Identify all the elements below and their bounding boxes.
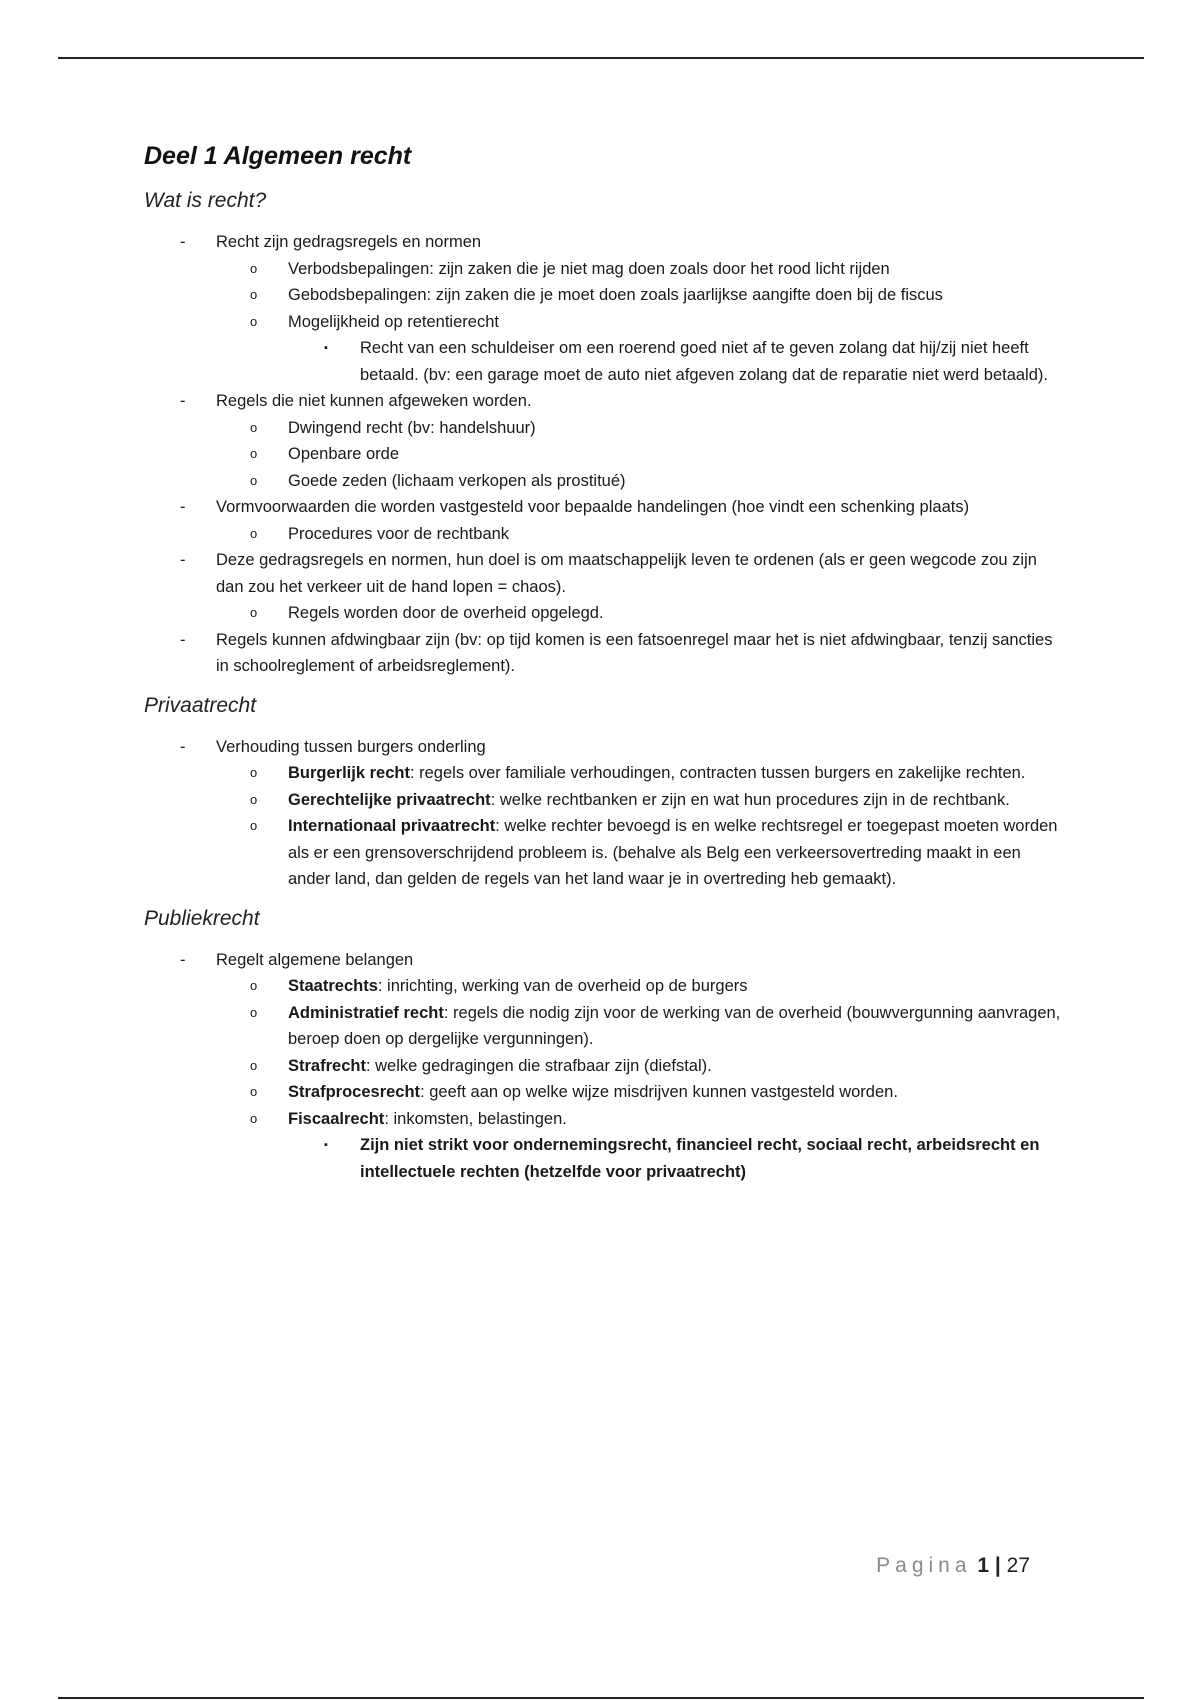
circle-bullet-icon: o <box>250 765 258 780</box>
list-item <box>216 256 1064 283</box>
list-item <box>216 1000 1064 1053</box>
section-heading-publiekrecht: Publiekrecht <box>144 906 260 930</box>
list-item <box>216 1106 1064 1186</box>
list-item-text: Recht van een schuldeiser om een roerend goed niet af te geven zolang dat hij/zij niet heeft betaald. (bv: een garage moet de auto niet afgeven zolang dat de reparatie niet werd betaald). <box>360 339 1048 384</box>
term-fiscaalrecht: Fiscaalrecht <box>288 1109 385 1128</box>
circle-bullet-icon: o <box>250 605 258 620</box>
list-item <box>216 521 1064 548</box>
section-heading-wat-is-recht: Wat is recht? <box>144 189 267 212</box>
document-body <box>144 142 1064 1185</box>
footer-separator: | <box>994 1554 1001 1577</box>
list-item-text: Gebodsbepalingen: zijn zaken die je moet doen zoals jaarlijkse aangifte doen bij de fiscus <box>288 286 943 304</box>
term-burgerlijk-recht: Burgerlijk recht <box>288 764 410 782</box>
dash-bullet-icon: - <box>180 498 186 516</box>
circle-bullet-icon: o <box>250 1004 258 1020</box>
circle-bullet-icon: o <box>250 978 258 993</box>
list-item <box>144 547 1064 627</box>
list-item <box>144 627 1064 680</box>
definition-text: : welke rechtbanken er zijn en wat hun procedures zijn in de rechtbank. <box>490 790 1010 809</box>
list-item <box>216 600 1064 627</box>
definition-text: : welke rechter bevoegd is en welke rechtsregel er toegepast moeten worden als er een grensoverschrijdend probleem is. (behalve als Belg een verkeersovertreding maakt in een ander land, dan gelden de regels van het land waar je in overtreding heb gemaakt). <box>288 817 1058 888</box>
dash-bullet-icon: - <box>180 233 186 251</box>
list-item-text: Regels worden door de overheid opgelegd. <box>288 604 604 622</box>
list-item <box>216 282 1064 309</box>
circle-bullet-icon: o <box>250 313 258 329</box>
list-item-text: Mogelijkheid op retentierecht <box>288 312 499 331</box>
list-item <box>144 494 1064 547</box>
list-item-text: Recht zijn gedragsregels en normen <box>216 233 482 251</box>
definition-text: : welke gedragingen die strafbaar zijn (diefstal). <box>365 1056 712 1075</box>
page-footer <box>876 1554 1030 1578</box>
list-item <box>216 468 1064 495</box>
circle-bullet-icon: o <box>250 1057 258 1073</box>
list-item <box>144 734 1064 893</box>
footer-page-number: 1 <box>977 1554 990 1577</box>
list-item <box>288 1132 1064 1185</box>
definition-text: : regels over familiale verhoudingen, contracten tussen burgers en zakelijke rechten. <box>409 764 1026 782</box>
square-bullet-icon: ▪ <box>324 342 328 354</box>
circle-bullet-icon: o <box>250 287 258 302</box>
list-item-text: Goede zeden (lichaam verkopen als prostitué) <box>288 471 626 490</box>
dash-bullet-icon: - <box>180 950 186 969</box>
list-item-text: Regels die niet kunnen afgeweken worden. <box>216 392 532 410</box>
list-item <box>144 388 1064 494</box>
list-item-text: Vormvoorwaarden die worden vastgesteld voor bepaalde handelingen (hoe vindt een schenking plaats) <box>216 498 970 516</box>
list-item-text: Verbodsbepalingen: zijn zaken die je niet mag doen zoals door het rood licht rijden <box>288 259 890 278</box>
list-item-text: Dwingend recht (bv: handelshuur) <box>288 418 536 437</box>
dash-bullet-icon: - <box>180 630 186 649</box>
term-administratief-recht: Administratief recht <box>288 1003 444 1022</box>
definition-text: : regels die nodig zijn voor de werking van de overheid (bouwvergunning aanvragen, beroep doen op dergelijke vergunningen). <box>288 1003 1061 1048</box>
list-item <box>216 760 1064 787</box>
circle-bullet-icon: o <box>250 818 258 833</box>
definition-text: : inkomsten, belastingen. <box>384 1109 567 1128</box>
list-item <box>216 813 1064 893</box>
list-item <box>216 309 1064 389</box>
list-item <box>216 973 1064 1000</box>
circle-bullet-icon: o <box>250 1084 258 1099</box>
circle-bullet-icon: o <box>250 1110 258 1126</box>
footer-rule <box>58 1697 1144 1699</box>
list-wat-is-recht <box>144 229 1064 680</box>
square-bullet-icon: ▪ <box>324 1139 328 1151</box>
list-publiekrecht <box>144 947 1064 1186</box>
section-heading-privaatrecht: Privaatrecht <box>144 693 257 717</box>
term-internationaal-privaatrecht: Internationaal privaatrecht <box>288 817 496 835</box>
list-item-text: Deze gedragsregels en normen, hun doel is om maatschappelijk leven te ordenen (als er geen wegcode zou zijn dan zou het verkeer uit de hand lopen = chaos). <box>216 551 1037 596</box>
list-item <box>216 1053 1064 1080</box>
term-gerechtelijke-privaatrecht: Gerechtelijke privaatrecht <box>288 790 491 809</box>
list-item-text: Verhouding tussen burgers onderling <box>216 737 486 756</box>
term-strafprocesrecht: Strafprocesrecht <box>288 1083 421 1101</box>
circle-bullet-icon: o <box>250 419 258 435</box>
list-item-text: Regelt algemene belangen <box>216 950 414 969</box>
list-item <box>144 229 1064 388</box>
list-item-text: Regels kunnen afdwingbaar zijn (bv: op tijd komen is een fatsoenregel maar het is niet afdwingbaar, tenzij sancties in schoolreglement of arbeidsreglement). <box>216 630 1053 675</box>
dash-bullet-icon: - <box>180 392 186 410</box>
definition-text: : geeft aan op welke wijze misdrijven kunnen vastgesteld worden. <box>420 1083 898 1101</box>
definition-text: : inrichting, werking van de overheid op de burgers <box>377 977 748 995</box>
circle-bullet-icon: o <box>250 791 258 807</box>
list-item <box>216 441 1064 468</box>
list-item-text: Zijn niet strikt voor ondernemingsrecht, financieel recht, sociaal recht, arbeidsrecht en intellectuele rechten (hetzelfde voor privaatrecht) <box>360 1136 1040 1181</box>
term-strafrecht: Strafrecht <box>288 1056 366 1075</box>
footer-page-word: Pagina <box>876 1554 972 1577</box>
list-item <box>216 787 1064 814</box>
circle-bullet-icon: o <box>250 260 258 276</box>
list-item <box>216 415 1064 442</box>
list-item-text: Openbare orde <box>288 445 399 463</box>
circle-bullet-icon: o <box>250 525 258 541</box>
circle-bullet-icon: o <box>250 472 258 488</box>
list-item <box>216 1079 1064 1106</box>
circle-bullet-icon: o <box>250 446 258 461</box>
page-title: Deel 1 Algemeen recht <box>144 142 412 170</box>
header-rule <box>58 57 1144 59</box>
term-staatrechts: Staatrechts <box>288 977 378 995</box>
list-item <box>288 335 1064 388</box>
footer-page-total: 27 <box>1006 1554 1030 1577</box>
list-privaatrecht <box>144 734 1064 893</box>
dash-bullet-icon: - <box>180 551 186 569</box>
list-item <box>144 947 1064 1186</box>
dash-bullet-icon: - <box>180 737 186 756</box>
list-item-text: Procedures voor de rechtbank <box>288 524 510 543</box>
